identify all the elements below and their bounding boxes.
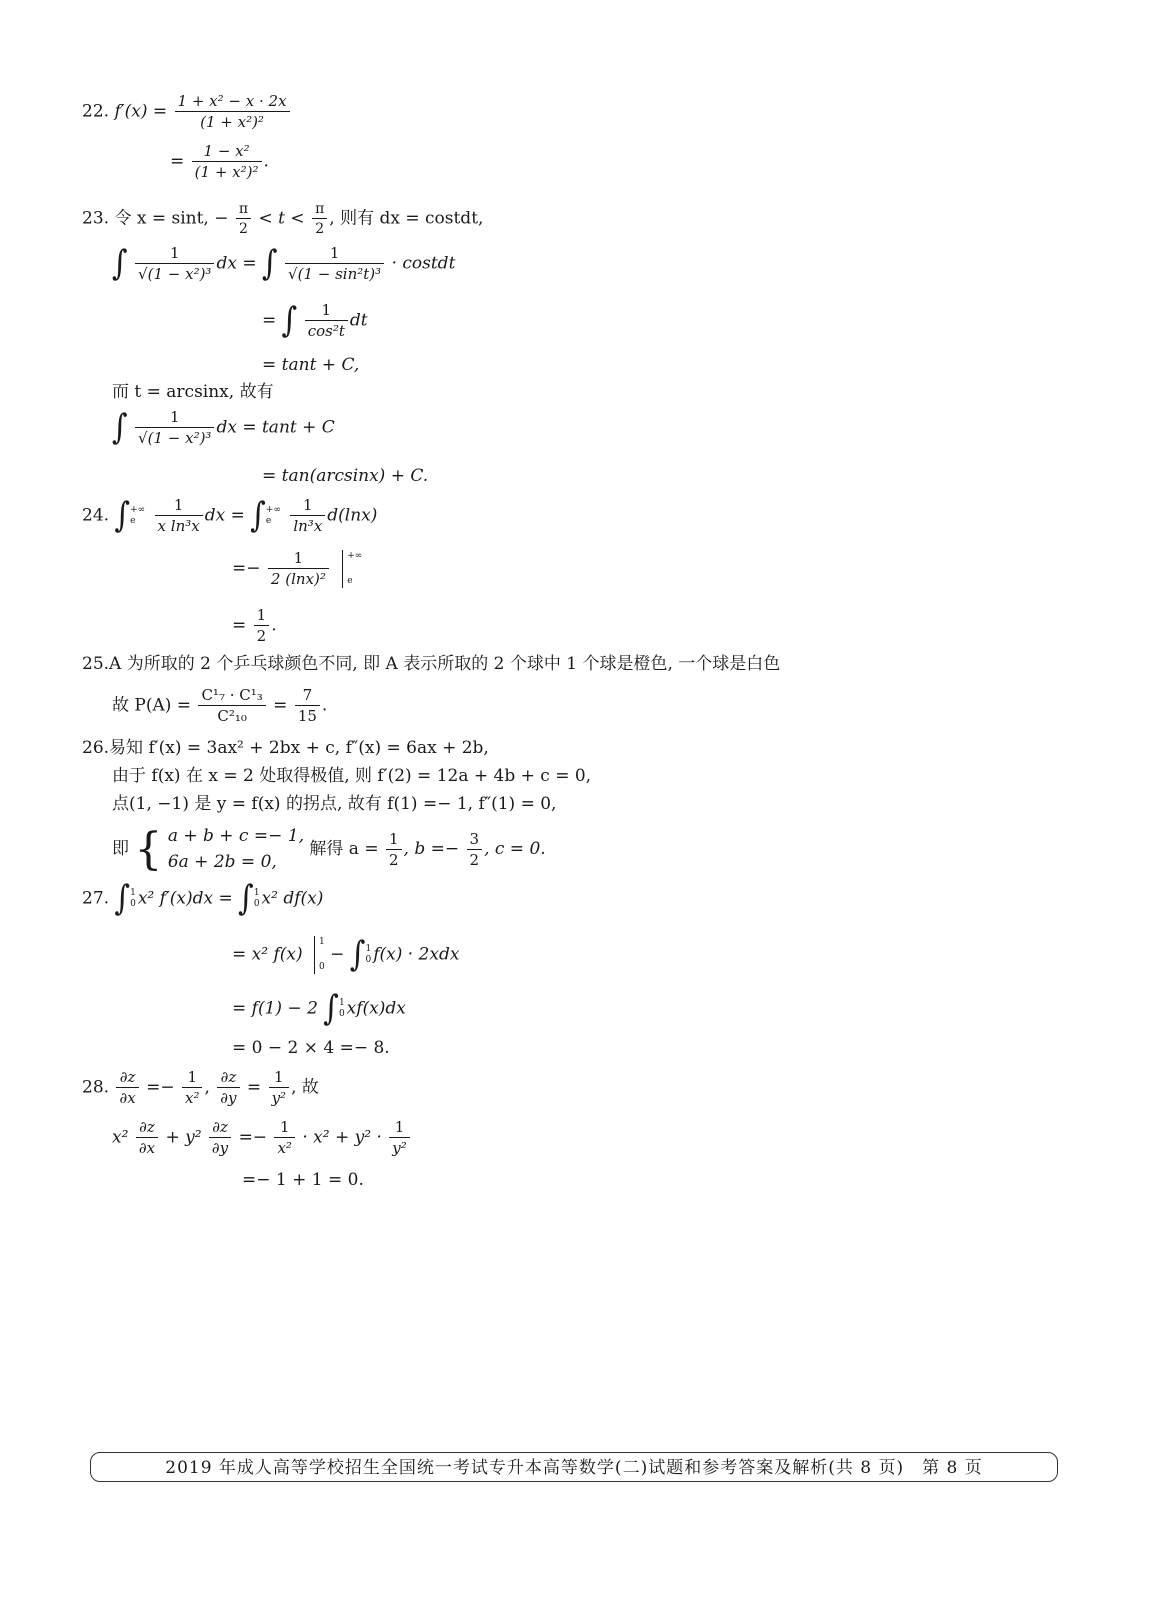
p23-line1: 23. 令 x = sint, − $\frac{\pi}{2}$ < t < $\frac{\pi}{2}$ , 则有 dx = costdt, xyxy=(82,201,484,237)
p25-line2: 故 P(A) = $\frac{\text{C¹₇ · C¹₃}}{\text{C²₁₀}}$ = $\frac{7}{15}$ . xyxy=(112,686,328,725)
fraction: $\frac{7}{15}$ xyxy=(295,688,320,724)
equation-system: a + b + c =− 1, 6a + 2b = 0, xyxy=(167,826,304,872)
integral-icon: ∫ xyxy=(323,988,339,1029)
fraction: $\frac{1}{\text{cos²t}}$ xyxy=(305,303,348,339)
problem-number: 28. xyxy=(82,1077,110,1098)
p23-line5: 而 t = arcsinx, 故有 xyxy=(112,382,274,402)
integral-icon: ∫ xyxy=(112,243,128,284)
fraction: $\frac{1}{\text{2 (lnx)²}}$ xyxy=(268,551,329,587)
fraction: $\frac{1}{2}$ xyxy=(386,832,402,868)
integral-icon: ∫ xyxy=(238,878,254,919)
problem-number: 25. xyxy=(82,654,110,674)
problem-number: 23. xyxy=(82,208,110,229)
problem-number: 22. xyxy=(82,101,110,122)
p22-line1: 22. f′(x) = $\frac{\text{1 + x² − x · 2x}}{\text{(1 + x²)²}}$ xyxy=(82,94,292,130)
fraction: $\frac{\text{1 − x²}}{\text{(1 + x²)²}}$ xyxy=(192,144,262,180)
fraction: $\frac{1}{\text{y²}}$ xyxy=(269,1070,290,1106)
integral-icon: ∫ xyxy=(250,495,266,536)
integral-icon: ∫ xyxy=(112,407,128,448)
p27-line2: = x² f(x) 1 0 − ∫ 1 0 f(x) · 2xdx xyxy=(232,934,460,975)
brace-icon: { xyxy=(134,823,163,875)
fraction: $\frac{\pi}{2}$ xyxy=(236,202,251,236)
p26-line1: 26.易知 f′(x) = 3ax² + 2bx + c, f″(x) = 6ax + 2b, xyxy=(82,738,489,758)
integral-icon: ∫ xyxy=(114,878,131,919)
p28-line1: 28. $\frac{\partial z}{\partial x}$ =− $\frac{1}{\text{x²}}$ , $\frac{\partial z}{\partial y}$ = $\frac{1}{\text{y²}}$ , 故 xyxy=(82,1068,319,1107)
fraction: $\frac{\partial z}{\partial y}$ xyxy=(209,1120,231,1156)
integral-icon: ∫ xyxy=(281,300,298,341)
p22-line2: = $\frac{\text{1 − x²}}{\text{(1 + x²)²}}$ . xyxy=(170,142,269,181)
fraction: $\frac{1}{2}$ xyxy=(254,608,270,644)
fraction: $\frac{1}{\text{x ln³x}}$ xyxy=(155,498,203,534)
evaluation-bar xyxy=(342,550,343,588)
p28-line3: =− 1 + 1 = 0. xyxy=(242,1170,364,1190)
fraction: $\frac{1}{\text{x²}}$ xyxy=(274,1120,294,1156)
p26-line2: 由于 f(x) 在 x = 2 处取得极值, 则 f′(2) = 12a + 4b + c = 0, xyxy=(112,766,592,786)
fraction: $\frac{1}{\text{√(1 − x²)³}}$ xyxy=(135,410,214,446)
p26-line4: 即 { a + b + c =− 1, 6a + 2b = 0, 解得 a = $\frac{1}{2}$ , b =− $\frac{3}{2}$ , c = 0. xyxy=(112,823,546,875)
integral-icon: ∫ xyxy=(114,495,131,536)
fraction: $\frac{\partial z}{\partial x}$ xyxy=(116,1070,138,1106)
p24-line2: =− $\frac{1}{\text{2 (lnx)²}}$ +∞ e xyxy=(232,549,363,588)
f-prime-x: f′(x) xyxy=(114,101,148,122)
p27-line3: = f(1) − 2 ∫ 1 0 xf(x)dx xyxy=(232,988,406,1029)
p23-line7: = tan(arcsinx) + C. xyxy=(262,466,429,486)
integral-icon: ∫ xyxy=(261,243,278,284)
fraction: $\frac{1}{\text{x²}}$ xyxy=(182,1070,202,1106)
p24-line3: = $\frac{1}{2}$ . xyxy=(232,606,277,645)
problem-number: 24. xyxy=(82,505,110,526)
page-footer: 2019 年成人高等学校招生全国统一考试专升本高等数学(二)试题和参考答案及解析(共 8 页) 第 8 页 xyxy=(90,1452,1058,1482)
p27-line1: 27. ∫ 1 0 x² f′(x)dx = ∫ 1 0 x² df(x) xyxy=(82,878,324,919)
p23-line6: ∫ $\frac{1}{\text{√(1 − x²)³}}$ dx = tant + C xyxy=(112,407,335,448)
p23-line2: ∫ $\frac{1}{\text{√(1 − x²)³}}$ dx = ∫ $\frac{1}{\text{√(1 − sin²t)³}}$ · costdt xyxy=(112,243,456,284)
fraction: $\frac{3}{2}$ xyxy=(467,832,483,868)
fraction: $\frac{1}{\text{y²}}$ xyxy=(389,1120,410,1156)
fraction: $\frac{1}{\text{√(1 − x²)³}}$ xyxy=(135,246,214,282)
integral-icon: ∫ xyxy=(349,934,366,975)
p23-line3: = ∫ $\frac{1}{\text{cos²t}}$ dt xyxy=(262,300,368,341)
fraction: $\frac{\pi}{2}$ xyxy=(312,202,327,236)
p25-line1: 25.A 为所取的 2 个乒乓球颜色不同, 即 A 表示所取的 2 个球中 1 个球是橙色, 一个球是白色 xyxy=(82,654,781,674)
p24-line1: 24. ∫ +∞ e $\frac{1}{\text{x ln³x}}$ dx = ∫ +∞ e $\frac{1}{\text{ln³x}}$ d(lnx) xyxy=(82,495,378,536)
problem-number: 27. xyxy=(82,888,110,909)
fraction: $\frac{\partial z}{\partial x}$ xyxy=(136,1120,158,1156)
fraction: $\frac{\text{C¹₇ · C¹₃}}{\text{C²₁₀}}$ xyxy=(198,688,265,724)
fraction: $\frac{\partial z}{\partial y}$ xyxy=(217,1070,239,1106)
problem-number: 26. xyxy=(82,738,110,758)
fraction: $\frac{1}{\text{ln³x}}$ xyxy=(290,498,325,534)
p27-line4: = 0 − 2 × 4 =− 8. xyxy=(232,1038,390,1058)
evaluation-bar xyxy=(314,936,315,974)
p28-line2: x² $\frac{\partial z}{\partial x}$ + y² $\frac{\partial z}{\partial y}$ =− $\frac{1}{\text{x²}}$ · x² + y² · $\frac{1}{\text{y²}}$ xyxy=(112,1120,412,1156)
fraction: $\frac{1}{\text{√(1 − sin²t)³}}$ xyxy=(285,246,384,282)
p26-line3: 点(1, −1) 是 y = f(x) 的拐点, 故有 f(1) =− 1, f″(1) = 0, xyxy=(112,794,557,814)
p23-line4: = tant + C, xyxy=(262,355,360,375)
fraction: $\frac{\text{1 + x² − x · 2x}}{\text{(1 + x²)²}}$ xyxy=(175,94,290,130)
